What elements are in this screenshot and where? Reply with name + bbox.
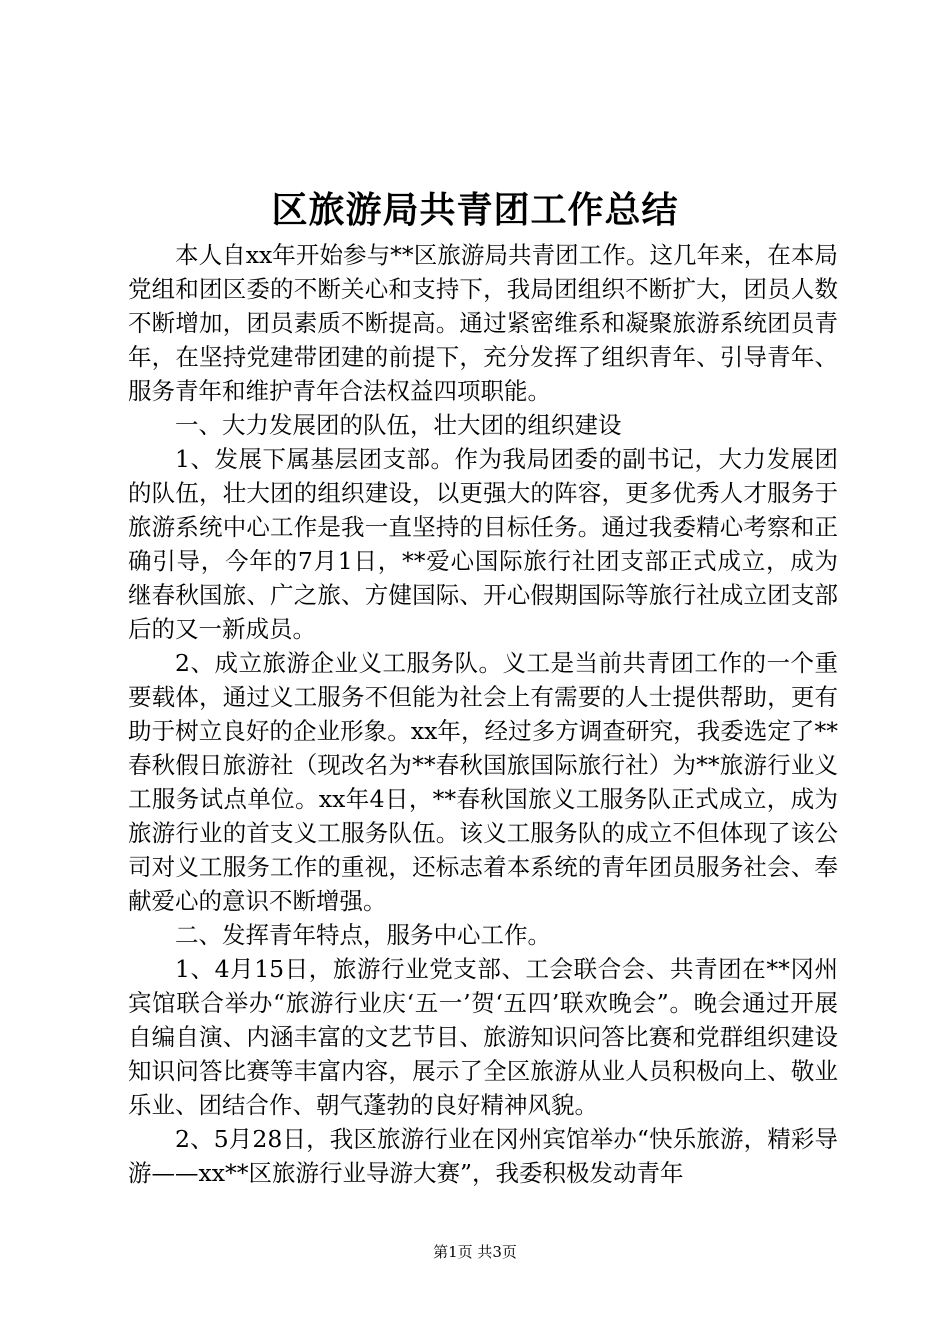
page-footer: 第1页 共3页 <box>433 1243 517 1261</box>
document-title: 区旅游局共青团工作总结 <box>271 189 679 231</box>
section-heading-2: 二、发挥青年特点，服务中心工作。 <box>175 921 551 949</box>
paragraph-2-1: 1、4月15日，旅游行业党支部、工会联合会、共青团在**冈州宾馆联合举办“旅游行业庆‘五一’贺‘五四’联欢晚会”。晚会通过开展自编自演、内涵丰富的文艺节目、旅游知识问答比赛和党群组织建设知识问答比赛等丰富内容，展示了全区旅游从业人员积极向上、敬业乐业、团结合作、朝气蓬勃的良好精神风貌。 <box>128 955 838 1119</box>
paragraph-intro: 本人自xx年开始参与**区旅游局共青团工作。这几年来，在本局党组和团区委的不断关心和支持下，我局团组织不断扩大，团员人数不断增加，团员素质不断提高。通过紧密维系和凝聚旅游系统团员青年，在坚持党建带团建的前提下，充分发挥了组织青年、引导青年、服务青年和维护青年合法权益四项职能。 <box>128 241 838 405</box>
paragraph-1-1: 1、发展下属基层团支部。作为我局团委的副书记，大力发展团的队伍，壮大团的组织建设，以更强大的阵容，更多优秀人才服务于旅游系统中心工作是我一直坚持的目标任务。通过我委精心考察和正确引导，今年的7月1日，**爱心国际旅行社团支部正式成立，成为继春秋国旅、广之旅、方健国际、开心假期国际等旅行社成立团支部后的又一新成员。 <box>128 445 838 643</box>
paragraph-2-2: 2、5月28日，我区旅游行业在冈州宾馆举办“快乐旅游，精彩导游——xx**区旅游行业导游大赛”，我委积极发动青年 <box>128 1125 838 1187</box>
section-heading-1: 一、大力发展团的队伍，壮大团的组织建设 <box>175 411 622 439</box>
document-body <box>128 238 838 1190</box>
paragraph-1-2: 2、成立旅游企业义工服务队。义工是当前共青团工作的一个重要载体，通过义工服务不但能为社会上有需要的人士提供帮助，更有助于树立良好的企业形象。xx年，经过多方调查研究，我委选定了**春秋假日旅游社（现改名为**春秋国旅国际旅行社）为**旅游行业义工服务试点单位。xx年4日，**春秋国旅义工服务队正式成立，成为旅游行业的首支义工服务队伍。该义工服务队的成立不但体现了该公司对义工服务工作的重视，还标志着本系统的青年团员服务社会、奉献爱心的意识不断增强。 <box>128 649 838 915</box>
